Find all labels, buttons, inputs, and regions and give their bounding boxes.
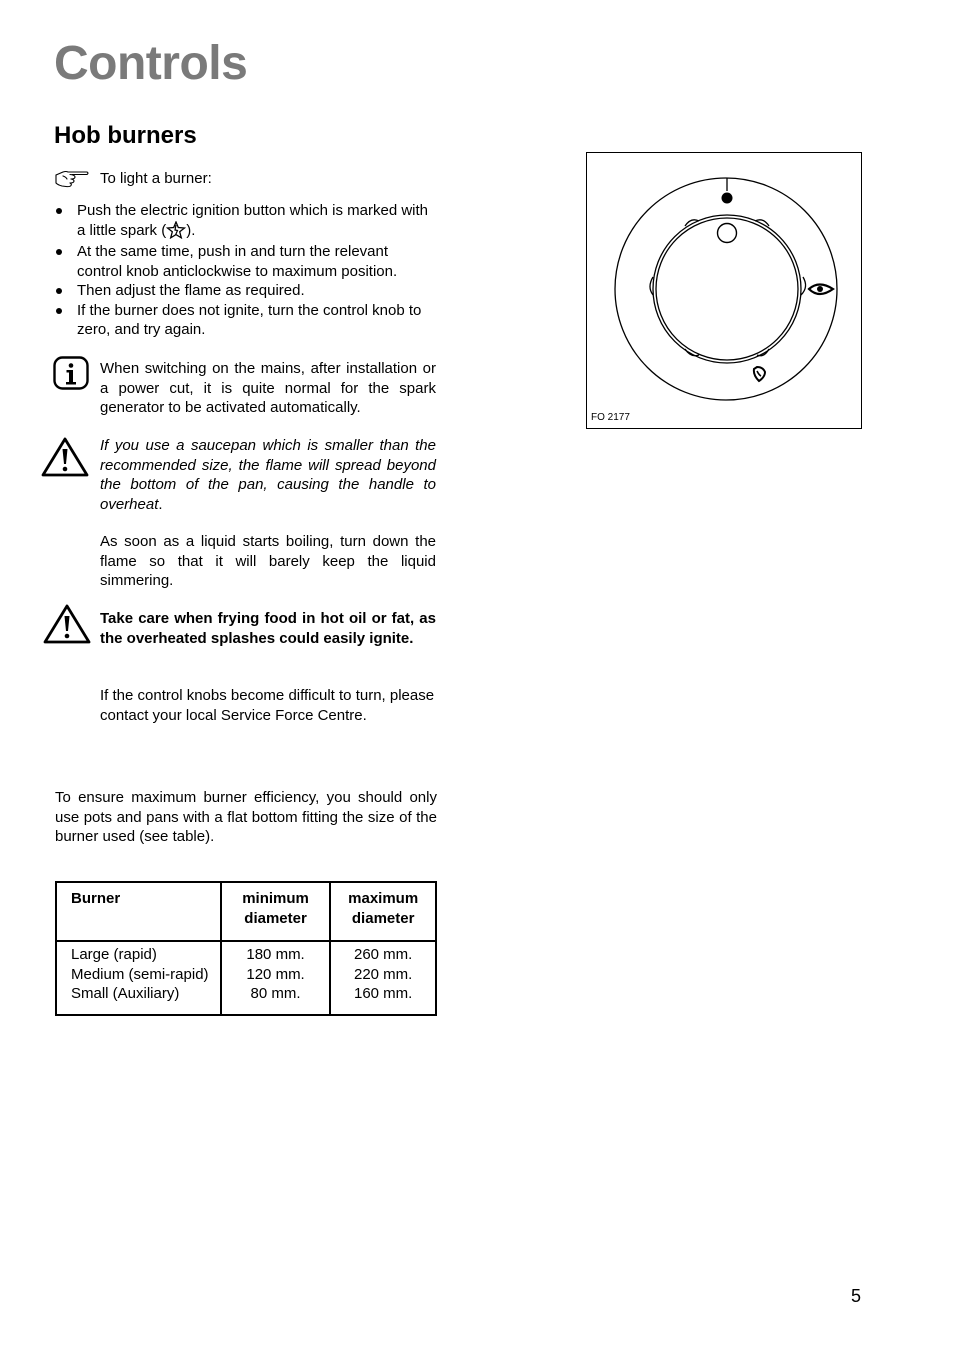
zero-position-dot bbox=[722, 193, 733, 204]
pointing-hand-icon bbox=[54, 168, 90, 188]
page-title: Controls bbox=[54, 37, 248, 90]
control-knob-icon bbox=[587, 153, 861, 428]
header-maximum-diameter: maximum diameter bbox=[330, 882, 436, 941]
page-number: 5 bbox=[851, 1286, 862, 1306]
header-burner: Burner bbox=[56, 882, 221, 941]
minimum-flame-icon bbox=[754, 367, 765, 381]
control-knob-figure bbox=[586, 152, 862, 429]
minimum-diameter-cell bbox=[221, 941, 331, 1015]
table-header-row bbox=[56, 882, 436, 941]
table-cell: 120 mm. bbox=[246, 965, 305, 983]
off-position-icon bbox=[718, 224, 737, 243]
table-cell: Large (rapid) bbox=[71, 946, 157, 963]
table-cell: Small (Auxiliary) bbox=[71, 985, 180, 1002]
frying-warning-text: Take care when frying food in hot oil or fat, as the overheated splashes could easily ignite. bbox=[100, 610, 436, 647]
table-cell: 80 mm. bbox=[250, 985, 301, 1002]
service-text: If the control knobs become difficult to turn, please contact your local Service Force Centre. bbox=[100, 687, 435, 724]
list-item: Then adjust the flame as required. bbox=[54, 281, 436, 301]
boiling-text: As soon as a liquid starts boiling, turn down the flame so that it will barely keep the liquid simmering. bbox=[100, 533, 436, 589]
table-body-row bbox=[56, 941, 436, 1015]
list-item: At the same time, push in and turn the relevant control knob anticlockwise to maximum position. bbox=[54, 242, 436, 281]
warning-triangle-icon bbox=[43, 604, 91, 644]
warning-triangle-icon bbox=[41, 437, 89, 477]
info-icon bbox=[53, 356, 89, 390]
burner-names-cell bbox=[56, 941, 221, 1015]
maximum-flame-icon bbox=[809, 285, 833, 295]
intro-text: To light a burner: bbox=[100, 170, 212, 187]
table-cell: Medium (semi-rapid) bbox=[71, 965, 209, 983]
steps-list bbox=[54, 201, 436, 340]
warning-text: If you use a saucepan which is smaller than the recommended size, the flame will spread beyond the bottom of the pan, causing the handle to overheat. bbox=[100, 437, 436, 513]
header-minimum-diameter: minimum diameter bbox=[221, 882, 331, 941]
list-item: Push the electric ignition button which is marked with a little spark ( ). bbox=[54, 201, 436, 240]
maximum-diameter-cell bbox=[330, 941, 436, 1015]
table-cell: 180 mm. bbox=[246, 946, 305, 963]
burner-size-table bbox=[55, 881, 437, 1016]
table-cell: 260 mm. bbox=[353, 946, 413, 963]
spark-icon bbox=[166, 221, 186, 239]
table-cell: 160 mm. bbox=[353, 985, 413, 1002]
table-cell: 220 mm. bbox=[353, 965, 413, 983]
figure-code: FO 2177 bbox=[591, 412, 630, 423]
list-item: If the burner does not ignite, turn the control knob to zero, and try again. bbox=[54, 301, 436, 340]
section-title: Hob burners bbox=[54, 122, 197, 149]
efficiency-text: To ensure maximum burner efficiency, you should only use pots and pans with a flat bottom fitting the size of the burner used (see table). bbox=[55, 789, 437, 845]
info-note-text: When switching on the mains, after installation or a power cut, it is quite normal for the spark generator to be activated automatically. bbox=[100, 360, 436, 416]
